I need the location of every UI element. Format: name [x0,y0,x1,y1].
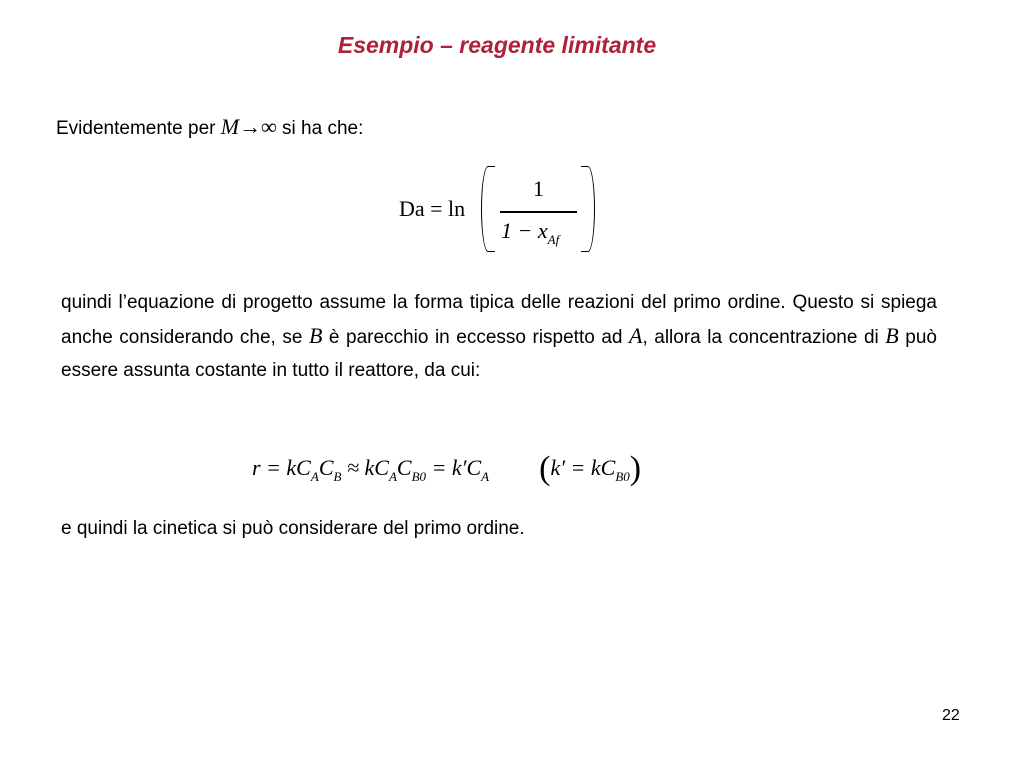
open-parenthesis: ( [539,450,551,487]
rate-term-4: C [396,455,412,480]
rate-term-3: ≈ kC [341,455,389,480]
rate-term-5: = k′C [426,455,482,480]
para-part-4: può essere assunta costante in tutto il reattore, da cui: [61,327,937,381]
damkohler-equation [397,162,607,262]
close-parenthesis: ) [629,450,642,487]
conclusion-text: e quindi la cinetica si può considerare del primo ordine. [61,518,525,539]
para-part-2: è parecchio in eccesso rispetto ad [322,327,629,348]
rate-term-2: C [318,455,334,480]
right-parenthesis [581,166,595,252]
para-part-3: , allora la concentrazione di [642,327,886,348]
rate-sub-4: B0 [411,469,427,484]
left-parenthesis [481,166,495,252]
var-b-2: B [885,323,899,348]
rate-term-1: r = kC [252,455,311,480]
intro-text [56,114,363,140]
explanation-paragraph [61,286,937,387]
equation-lhs: Da = ln [399,196,466,221]
rate-sub-2: B [333,469,342,484]
var-a: A [629,323,643,348]
fraction-bar [500,211,577,213]
slide-title: Esempio – reagente limitante [337,32,657,58]
rate-sub-5: A [481,469,490,484]
fraction-denominator [501,218,559,248]
denominator-main: 1 − x [501,218,548,243]
var-b-1: B [308,323,323,348]
page-number: 22 [942,707,960,724]
fraction-numerator: 1 [533,176,544,201]
para-part-1: quindi l’equazione di progetto assume la forma tipica delle reazioni del primo ordine. Questo si spiega anche considerando che, se [61,292,937,348]
intro-text-after: si ha che: [276,118,364,139]
rate-sub-6: B0 [615,469,630,484]
intro-math: M→∞ [220,114,277,139]
denominator-subscript: Af [547,232,560,247]
intro-text-before: Evidentemente per [56,118,221,139]
rate-term-6: k′ = kC [550,455,616,480]
rate-sub-3: A [388,469,397,484]
rate-sub-1: A [310,469,319,484]
rate-equation [252,450,641,488]
